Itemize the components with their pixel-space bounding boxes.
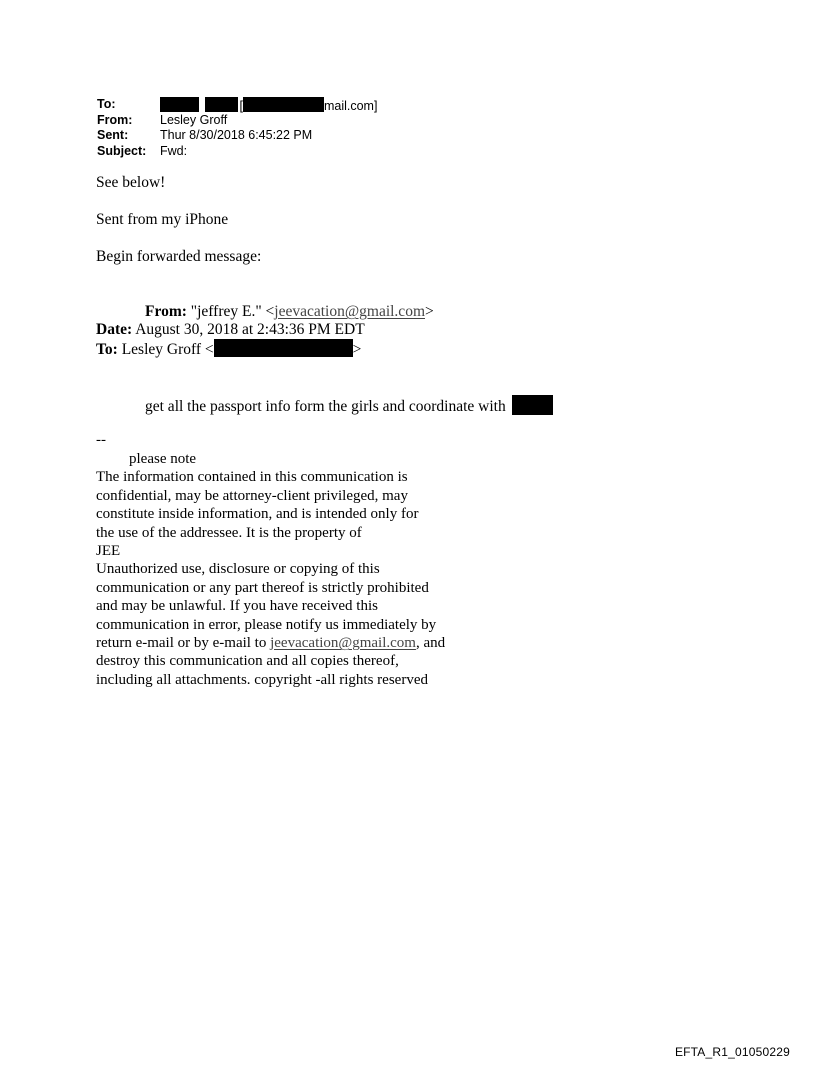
notice-line: Unauthorized use, disclosure or copying of this — [96, 561, 380, 578]
notice-line: confidential, may be attorney-client privileged, may — [96, 487, 408, 504]
redaction-block — [214, 339, 353, 357]
fwd-date-value: August 30, 2018 at 2:43:36 PM EDT — [135, 321, 365, 338]
sent-label: Sent: — [97, 128, 129, 142]
notice-line: The information contained in this communication is — [96, 469, 408, 486]
subject-value: Fwd: — [160, 143, 188, 158]
fwd-from-name: "jeffrey E." < — [190, 303, 275, 320]
subject-label: Subject: — [97, 143, 147, 158]
to-label: To: — [97, 97, 116, 111]
redaction-block — [205, 97, 238, 112]
redaction-block — [160, 97, 199, 112]
document-id: EFTA_R1_01050229 — [674, 1045, 790, 1059]
fwd-to-line: To: Lesley Groff < > — [96, 341, 362, 358]
fwd-to-label: To: — [96, 341, 118, 358]
to-value: [ mail.com] — [160, 97, 377, 115]
notice-email-line: return e-mail or by e-mail to jeevacation@gmail.com, and — [96, 635, 446, 652]
notice-line: including all attachments. copyright -all rights reserved — [96, 671, 428, 688]
notice-line: constitute inside information, and is intended only for — [96, 506, 419, 523]
from-label: From: — [97, 112, 133, 127]
body-see-below: See below! — [96, 174, 166, 191]
fwd-date-label: Date: — [96, 321, 133, 338]
fwd-from-line: From: "jeffrey E." <jeevacation@gmail.com> — [145, 303, 434, 320]
body-begin-forwarded: Begin forwarded message: — [96, 248, 262, 265]
redaction-block — [243, 97, 324, 112]
notice-line: JEE — [96, 543, 121, 560]
fwd-from-email-link[interactable]: jeevacation@gmail.com — [274, 303, 425, 320]
notice-email-link[interactable]: jeevacation@gmail.com — [270, 635, 416, 652]
notice-line: communication or any part thereof is strictly prohibited — [96, 579, 429, 596]
sent-value: Thur 8/30/2018 6:45:22 PM — [160, 128, 313, 142]
notice-line: communication in error, please notify us immediately by — [96, 616, 437, 633]
notice-line: and may be unlawful. If you have received this — [96, 598, 378, 615]
body-sent-from: Sent from my iPhone — [96, 211, 229, 228]
from-value: Lesley Groff — [160, 112, 228, 127]
notice-please-note: please note — [129, 451, 197, 467]
confidentiality-notice — [96, 450, 445, 689]
to-email-suffix: mail.com] — [323, 99, 378, 113]
notice-line: destroy this communication and all copies thereof, — [96, 653, 399, 670]
redaction-block — [512, 395, 553, 415]
notice-line: the use of the addressee. It is the property of — [96, 524, 362, 541]
fwd-from-label: From: — [145, 303, 187, 320]
fwd-message: get all the passport info form the girls and coordinate with — [145, 398, 506, 415]
fwd-message-line — [145, 395, 553, 416]
signature-dashes: -- — [96, 432, 106, 448]
fwd-to-value: Lesley Groff < — [121, 341, 214, 358]
fwd-date-line — [96, 321, 365, 339]
